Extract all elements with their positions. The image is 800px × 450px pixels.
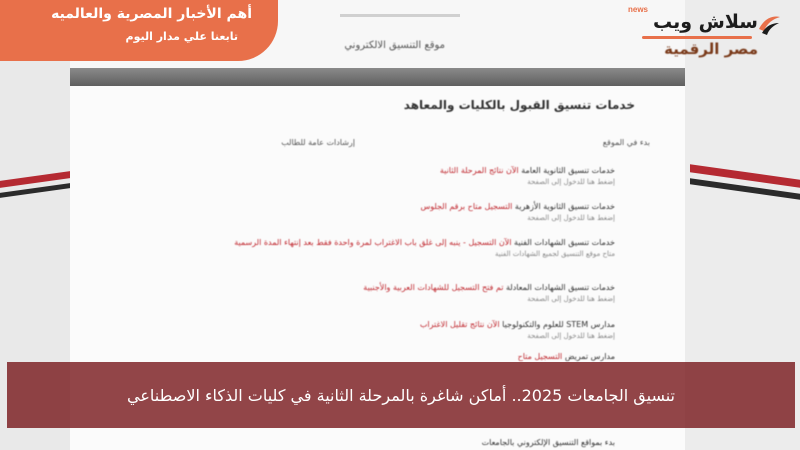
portal-breadcrumb-end: إرشادات عامة للطالب — [281, 138, 355, 147]
caption-bar — [7, 362, 795, 428]
service-item[interactable]: مدارس تمريض التسجيل متاح — [517, 352, 615, 361]
brand-name: سلاش ويب — [652, 11, 758, 33]
portal-nav-bar — [0, 68, 800, 86]
service-item[interactable]: مدارس STEM للعلوم والتكنولوجيا الآن نتائج تقليل الاغتراب إضغط هنا للدخول إلى الصفحة — [419, 320, 615, 340]
headline-banner — [0, 0, 278, 61]
source-logo: مصر الرقمية — [664, 40, 758, 58]
brand-logo[interactable] — [622, 5, 782, 39]
brand-news-tag: news — [628, 5, 649, 14]
portal-breadcrumb-start: بدء في الموقع — [602, 138, 650, 147]
headline-subtitle: تابعنا علي مدار اليوم — [125, 30, 238, 43]
service-item[interactable]: بدء بمواقع التنسيق الإلكتروني بالجامعات — [481, 438, 615, 447]
service-item[interactable]: خدمات تنسيق الثانوية العامة الآن نتائج المرحلة الثانية إضغط هنا للدخول إلى الصفحة — [439, 166, 615, 186]
service-item[interactable]: خدمات تنسيق الثانوية الأزهرية التسجيل متاح برقم الجلوس إضغط هنا للدخول إلى الصفحة — [420, 202, 615, 222]
service-item[interactable]: خدمات تنسيق الشهادات المعادلة تم فتح التسجيل للشهادات العربية والأجنبية إضغط هنا للدخول إلى الصفحة — [363, 283, 615, 303]
portal-page-title: خدمات تنسيق القبول بالكليات والمعاهد — [403, 98, 635, 112]
headline-title: أهم الأخبار المصرية والعالميه — [51, 6, 252, 22]
brand-underline — [642, 36, 752, 39]
article-caption: تنسيق الجامعات 2025.. أماكن شاغرة بالمرحلة الثانية في كليات الذكاء الاصطناعي — [127, 385, 675, 405]
swoosh-icon — [756, 11, 782, 37]
portal-header-divider — [340, 14, 460, 17]
service-item[interactable]: خدمات تنسيق الشهادات الفنية الآن التسجيل - ينبه إلى غلق باب الاغتراب لمرة واحدة فقط بعد إنتهاء المدة الرسمية متاح موقع التنسيق لجميع الشهادات الفنية — [234, 238, 615, 258]
portal-site-label: موقع التنسيق الالكتروني — [344, 40, 445, 51]
